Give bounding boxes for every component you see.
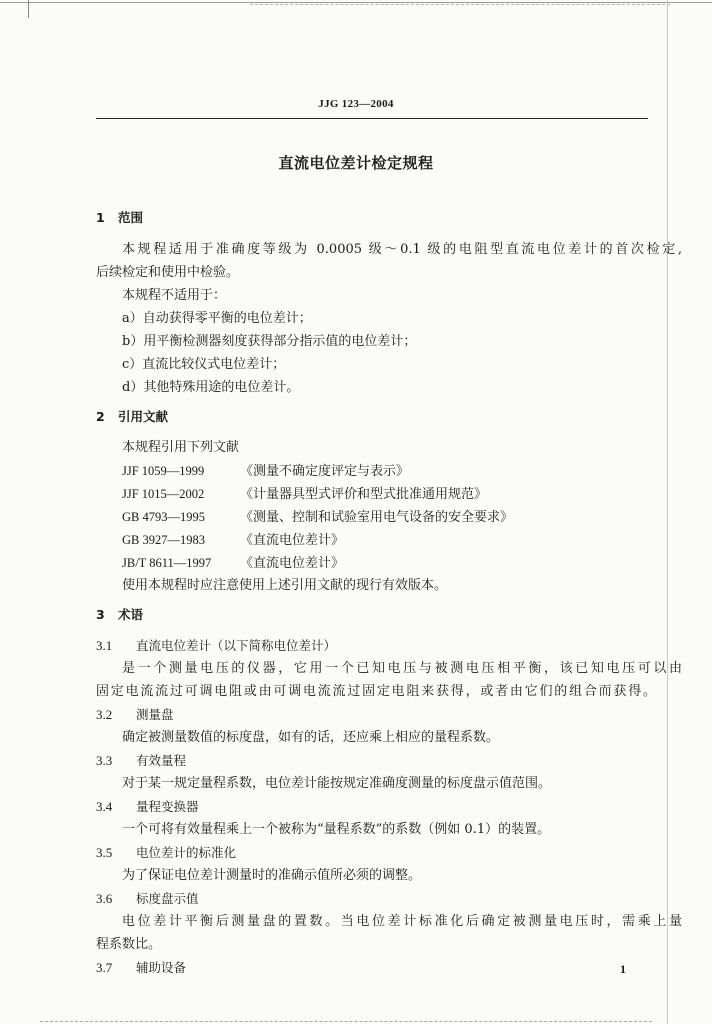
term-3-1-heading	[96, 638, 656, 655]
reference-title: 《测量不确定度评定与表示》	[240, 464, 410, 479]
reference-title: 《测量、控制和试验室用电气设备的安全要求》	[240, 510, 514, 525]
term-number: 3.3	[96, 753, 113, 768]
term-3-1-line-1: 是一个测量电压的仪器，它用一个已知电压与被测电压相平衡，该已知电压可以由	[122, 661, 682, 676]
term-number: 3.1	[96, 638, 113, 653]
term-title: 测量盘	[136, 707, 174, 722]
section-1-item-c: c）直流比较仪式电位差计；	[122, 357, 286, 372]
section-1-number: 1	[96, 210, 105, 225]
term-3-4-line-1: 一个可将有效量程乘上一个被称为“量程系数”的系数（例如 0.1）的装置。	[122, 822, 551, 837]
reference-code: JB/T 8611—1997	[122, 556, 212, 570]
section-3-heading	[96, 607, 656, 623]
section-2-closing: 使用本规程时应注意使用上述引用文献的现行有效版本。	[122, 578, 448, 593]
reference-title: 《计量器具型式评价和型式批准通用规范》	[240, 487, 488, 502]
header-rule	[96, 118, 648, 119]
section-2-heading	[96, 409, 656, 425]
scan-edge-bottom	[40, 1021, 652, 1022]
reference-title: 《直流电位差计》	[240, 533, 345, 548]
term-title: 量程变换器	[136, 799, 199, 814]
section-1-para-1-line-1: 本规程适用于准确度等级为 0.0005 级～0.1 级的电阻型直流电位差计的首次检定,	[122, 242, 682, 257]
scan-edge-top	[0, 2, 712, 3]
section-1-heading	[96, 210, 656, 226]
section-1-item-a: a）自动获得零平衡的电位差计；	[122, 311, 312, 326]
reference-item	[96, 463, 682, 480]
section-1-para-1-line-2: 后续检定和使用中检验。	[96, 265, 240, 280]
term-number: 3.2	[96, 707, 113, 722]
term-number: 3.4	[96, 799, 113, 814]
reference-title: 《直流电位差计》	[240, 556, 345, 571]
term-title: 有效量程	[136, 753, 187, 768]
term-number: 3.6	[96, 891, 113, 906]
term-3-2-line-1: 确定被测量数值的标度盘，如有的话，还应乘上相应的量程系数。	[122, 730, 500, 745]
section-2-intro: 本规程引用下列文献	[122, 440, 240, 455]
term-3-6-heading	[96, 891, 656, 908]
term-3-3-heading	[96, 753, 656, 770]
section-1-title: 范围	[118, 210, 144, 225]
document-title: 直流电位差计检定规程	[278, 154, 434, 172]
term-3-2-heading	[96, 707, 656, 724]
section-2-title: 引用文献	[118, 409, 169, 424]
reference-code: GB 4793—1995	[122, 510, 205, 524]
scan-left-mark	[28, 0, 29, 18]
section-3-number: 3	[96, 607, 105, 622]
scan-edge-dash	[250, 4, 670, 5]
term-3-5-line-1: 为了保证电位差计测量时的准确示值所必须的调整。	[122, 868, 422, 883]
term-title: 标度盘示值	[136, 891, 199, 906]
section-3-title: 术语	[118, 607, 144, 622]
reference-item	[96, 555, 682, 572]
page-number: 1	[620, 962, 626, 976]
section-1-para-2: 本规程不适用于：	[122, 288, 227, 303]
term-number: 3.7	[96, 960, 113, 975]
reference-item	[96, 509, 682, 526]
section-1-item-d: d）其他特殊用途的电位差计。	[122, 380, 300, 395]
reference-item	[96, 486, 682, 503]
section-1-item-b: b）用平衡检测器刻度获得部分指示值的电位差计；	[122, 334, 417, 349]
term-3-7-heading	[96, 960, 656, 977]
reference-code: JJF 1059—1999	[122, 464, 205, 478]
reference-code: GB 3927—1983	[122, 533, 205, 547]
term-title: 辅助设备	[136, 960, 187, 975]
running-header: JJG 123—2004	[318, 98, 394, 110]
term-3-6-line-1: 电位差计平衡后测量盘的置数。当电位差计标准化后确定被测量电压时，需乘上量	[122, 914, 682, 929]
term-number: 3.5	[96, 845, 113, 860]
term-title: 直流电位差计（以下简称电位差计）	[136, 638, 337, 653]
term-3-6-line-2: 程系数比。	[96, 937, 162, 952]
term-3-3-line-1: 对于某一规定量程系数，电位差计能按规定准确度测量的标度盘示值范围。	[122, 776, 552, 791]
reference-code: JJF 1015—2002	[122, 487, 205, 501]
term-title: 电位差计的标准化	[136, 845, 237, 860]
term-3-5-heading	[96, 845, 656, 862]
term-3-4-heading	[96, 799, 656, 816]
section-2-number: 2	[96, 409, 105, 424]
reference-item	[96, 532, 682, 549]
term-3-1-line-2: 固定电流流过可调电阻或由可调电流流过固定电阻来获得，或者由它们的组合而获得。	[96, 684, 656, 699]
